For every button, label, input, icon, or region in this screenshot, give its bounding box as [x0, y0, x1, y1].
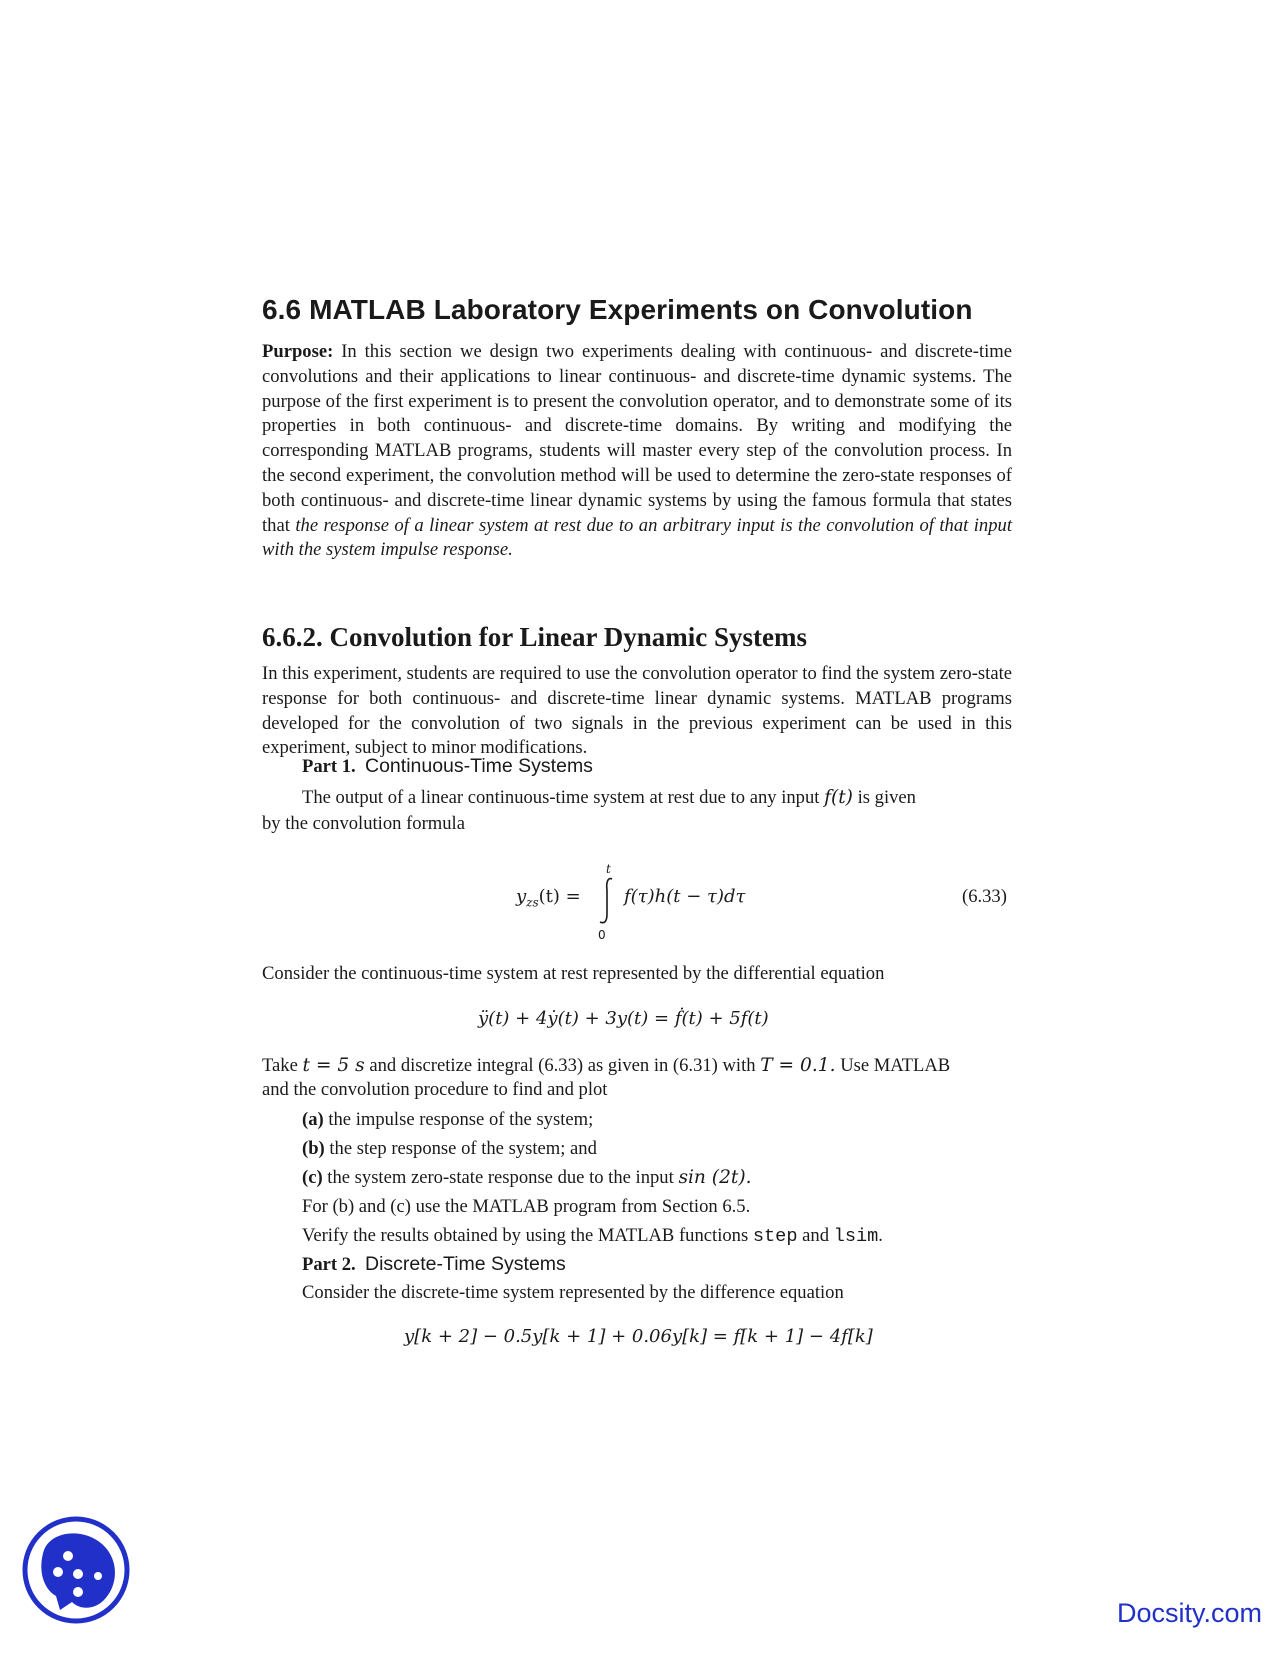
part1-intro-line2: by the convolution formula	[262, 813, 465, 834]
consider-continuous: Consider the continuous-time system at rest represented by the differential equation	[262, 963, 885, 984]
code-lsim: lsim	[833, 1226, 879, 1247]
list-item-b-text: the step response of the system; and	[329, 1138, 597, 1159]
section-title: 6.6 MATLAB Laboratory Experiments on Convolution	[262, 294, 973, 325]
list-item-c	[302, 1166, 752, 1190]
take-math-t: t = 5 s	[302, 1055, 365, 1076]
list-item-c-label: (c)	[302, 1167, 323, 1188]
list-item-b	[302, 1137, 597, 1161]
purpose-text: In this section we design two experiments dealing with continuous- and discrete-time convolutions and their applications to linear continuous- and discrete-time dynamic systems. The purpose of the first experiment is to present the convolution operator, and to demonstrate some of its properties in both continuous- and discrete-time domains. By writing and modifying the corresponding MATLAB programs, students will master every step of the convolution process. In the second experiment, the convolution method will be used to determine the zero-state responses of both continuous- and discrete-time linear dynamic systems by using the famous formula that states that	[262, 341, 1012, 536]
list-item-b-label: (b)	[302, 1138, 325, 1159]
part2-label: Part 2.	[302, 1254, 356, 1275]
list-item-a-text: the impulse response of the system;	[328, 1109, 594, 1130]
part2-title: Discrete-Time Systems	[365, 1253, 566, 1275]
part1-label: Part 1.	[302, 756, 356, 777]
part1-intro-line1	[302, 786, 1012, 810]
eq-integrand: f(τ)h(t − τ)dτ	[624, 886, 746, 907]
eq-lhs-rest: (t) =	[538, 886, 581, 907]
verify-text: Verify the results obtained by using the MATLAB functions	[302, 1225, 749, 1246]
eq-upper-limit: t	[606, 862, 611, 876]
docsity-logo-icon[interactable]	[22, 1516, 130, 1624]
part1-intro-text-a: The output of a linear continuous-time system at rest due to any input	[302, 787, 820, 808]
verify-and: and	[802, 1225, 829, 1246]
take-text-a: Take	[262, 1055, 298, 1076]
take-text-c: Use MATLAB	[840, 1055, 951, 1076]
subsection-paragraph: In this experiment, students are required to use the convolution operator to find the system zero-state response for both continuous- and discrete-time linear dynamic systems. MATLAB programs developed for the convolution of two signals in the previous experiment can be used in this experiment, subject to minor modifications.	[262, 663, 1012, 759]
part1-title: Continuous-Time Systems	[365, 755, 593, 777]
purpose-label: Purpose:	[262, 341, 334, 362]
consider-discrete: Consider the discrete-time system represented by the difference equation	[302, 1282, 844, 1303]
take-line2: and the convolution procedure to find and plot	[262, 1079, 608, 1100]
part1-heading	[302, 754, 593, 779]
note-line: For (b) and (c) use the MATLAB program from Section 6.5.	[302, 1196, 751, 1217]
eq-lower-limit: 0	[598, 928, 606, 942]
docsity-brand-link[interactable]: Docsity.com	[1116, 1598, 1262, 1628]
integral-sign-icon	[596, 876, 618, 926]
part1-intro-math: f(t)	[824, 787, 853, 808]
eq-lhs	[516, 886, 581, 910]
verify-end: .	[878, 1225, 883, 1246]
eq-lhs-var: y	[516, 886, 527, 907]
eq-lhs-sub: zs	[526, 895, 539, 910]
list-item-a	[302, 1108, 593, 1132]
take-math-T: T = 0.1.	[760, 1055, 836, 1076]
part2-heading	[302, 1252, 566, 1277]
take-line1	[262, 1054, 1012, 1078]
purpose-italic-text: the response of a linear system at rest due to an arbitrary input is the convolution of that input with the system impulse response.	[262, 514, 1012, 561]
difference-equation: y[k + 2] − 0.5y[k + 1] + 0.06y[k] = f[k + 1] − 4f[k]	[404, 1326, 873, 1347]
eq-number: (6.33)	[962, 886, 1007, 907]
take-text-b: and discretize integral (6.33) as given in (6.31) with	[369, 1055, 756, 1076]
list-item-c-text: the system zero-state response due to the input	[327, 1167, 674, 1188]
verify-line	[302, 1224, 883, 1249]
subsection-title: 6.6.2. Convolution for Linear Dynamic Systems	[262, 622, 808, 652]
differential-equation: ÿ(t) + 4ẏ(t) + 3y(t) = ḟ(t) + 5f(t)	[478, 1008, 769, 1029]
list-item-a-label: (a)	[302, 1109, 324, 1130]
list-item-c-math: sin (2t).	[678, 1167, 752, 1188]
code-step: step	[752, 1226, 798, 1247]
purpose-paragraph	[262, 340, 1012, 563]
part1-intro-text-b: is given	[857, 787, 916, 808]
